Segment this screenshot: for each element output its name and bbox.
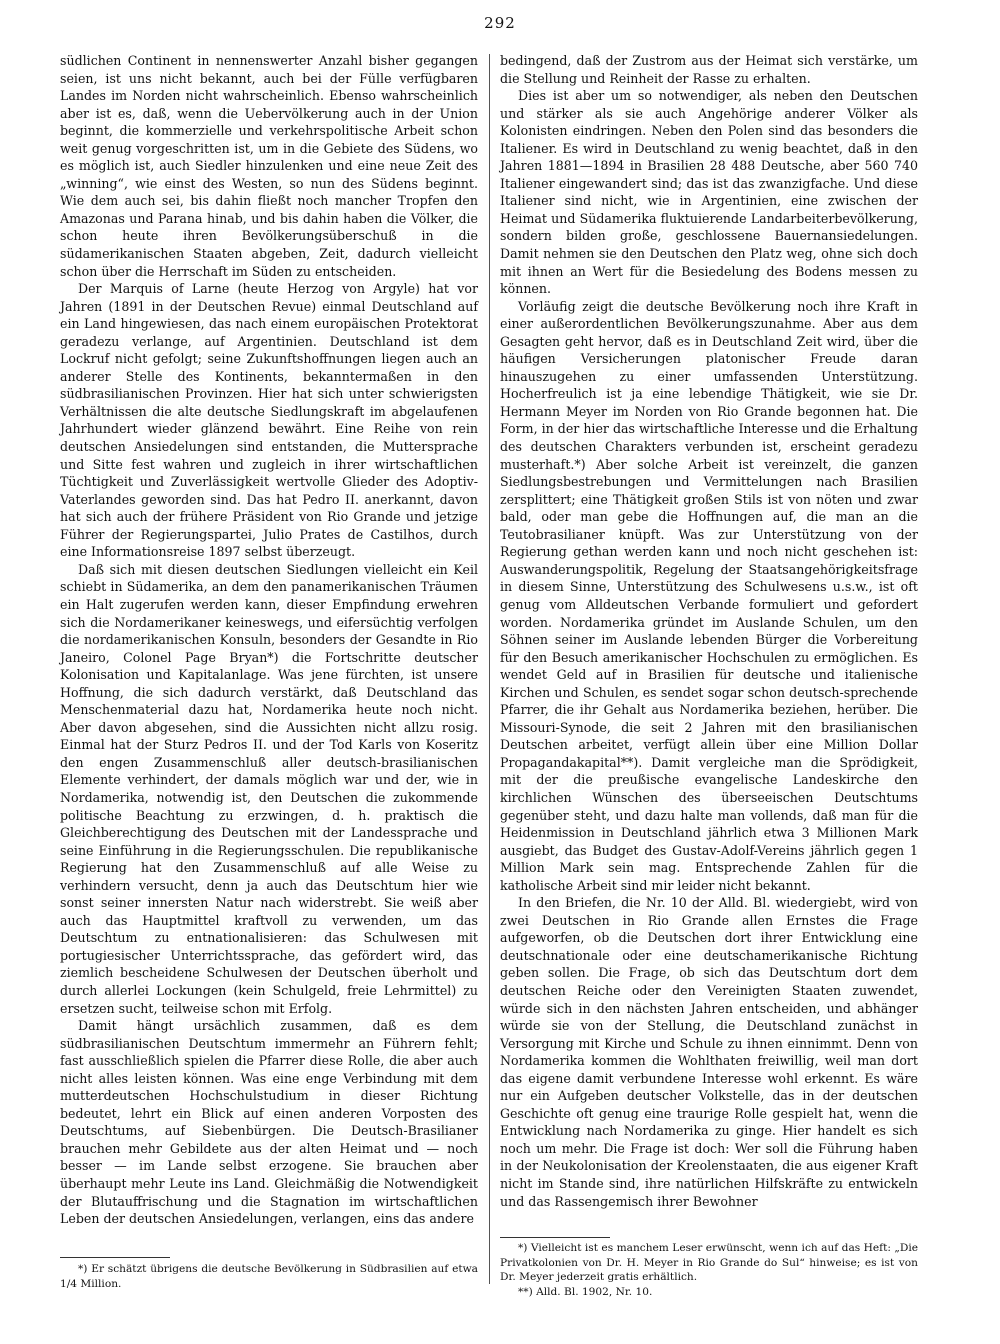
left-column <box>60 52 478 1228</box>
footnotes-right <box>500 1241 918 1299</box>
footnote-rule <box>60 1257 170 1258</box>
column-divider <box>489 54 490 1284</box>
paragraph: südlichen Continent in nennenswerter Anzahl bisher gegangen seien, ist uns nicht bekannt, auch bei der Fülle verfügbaren Landes im Norden nicht wahrscheinlich. Ebenso wahrscheinlich aber ist es, daß, wenn die Uebervölkerung auch in der Union beginnt, die kommerzielle und verkehrspolitische Arbeit schon weit genug vorgeschritten ist, um in die Gebiete des Südens, wo es möglich ist, auch Siedler hinzulenken und eine neue Zeit des „winning“, wie einst des Westen, so nun des Südens beginnt. Wie dem auch sei, bis dahin fließt noch mancher Tropfen den Amazonas und Parana hinab, und bis dahin haben die Völker, die schon heute ihren Bevölkerungsüberschuß in die südamerikanischen Staaten abgeben, Zeit, dadurch vielleicht schon über die Herrschaft im Süden zu entscheiden. <box>60 53 478 279</box>
paragraph: bedingend, daß der Zustrom aus der Heimat sich verstärke, um die Stellung und Reinheit der Rasse zu erhalten. <box>500 53 918 86</box>
paragraph: In den Briefen, die Nr. 10 der Alld. Bl. wiedergiebt, wird von zwei Deutschen in Rio Grande allen Ernstes die Frage aufgeworfen, ob die Deutschen dort ihrer Entwicklung eine deutschnationale oder eine deutschamerikanische Richtung geben sollen. Die Frage, ob sich das Deutschtum dort dem deutschen Reiche oder den Vereinigten Staaten zuwendet, würde sich in den nächsten Jahren entscheiden, und abhänger würde sie von der Stellung, die Deutschland zunächst in Versorgung mit Kirche und Schule zu ihnen einnimmt. Denn von Nordamerika kommen die Wohlthaten freiwillig, weil man dort das eigene damit verbundene Interesse wohl erkennt. Es wäre nur ein Aufgeben deutscher Volkstelle, das in der deutschen Geschichte oft genug eine traurige Rolle gespielt hat, wenn die Entwicklung nach Nordamerika zu ginge. Hier handelt es sich noch um mehr. Die Frage ist doch: Wer soll die Führung haben in der Neukolonisation der Kreolenstaaten, die aus eigener Kraft nicht im Stande sind, ihre natürlichen Hilfskräfte zu entwickeln und das Rassengemisch ihrer Bewohner <box>500 895 918 1209</box>
footnote: *) Er schätzt übrigens die deutsche Bevölkerung in Südbrasilien auf etwa 1/4 Million. <box>60 1263 478 1290</box>
footnotes-left <box>60 1262 478 1291</box>
paragraph: Der Marquis of Larne (heute Herzog von Argyle) hat vor Jahren (1891 in der Deutschen Revue) einmal Deutschland auf ein Land hingewiesen, das nach einem europäischen Protektorat geradezu verlange, auf Argentinien. Deutschland ist dem Lockruf nicht gefolgt; seine Zukunftshoffnungen liegen auch an anderer Stelle des Kontinents, bekanntermaßen in den südbrasilianischen Provinzen. Hier hat sich unter schwierigsten Verhältnissen die alte deutsche Siedlungskraft im abgelaufenen Jahrhundert wieder glänzend bewährt. Eine Reihe von rein deutschen Ansiedelungen sind entstanden, die Muttersprache und Sitte fest wahren und zugleich in ihrer wirtschaftlichen Tüchtigkeit und Zuverlässigkeit wertvolle Glieder des Adoptiv-Vaterlandes geworden sind. Das hat Pedro II. anerkannt, davon hat sich auch der frühere Präsident von Rio Grande und jetzige Führer der Regierungspartei, Julio Prates de Castilhos, durch eine Informationsreise 1897 selbst überzeugt. <box>60 281 478 560</box>
page-number: 292 <box>484 14 516 32</box>
footnote-rule <box>500 1237 610 1238</box>
footnote: *) Vielleicht ist es manchem Leser erwünscht, wenn ich auf das Heft: „Die Privatkolonien von Dr. H. Meyer in Rio Grande do Sul“ hinweise; es ist von Dr. Meyer jederzeit gratis erhältlich. <box>500 1242 918 1283</box>
paragraph: Dies ist aber um so notwendiger, als neben den Deutschen und stärker als sie auch Angehörige anderer Völker als Kolonisten eindringen. Neben den Polen sind das besonders die Italiener. Es wird in Deutschland zu wenig beachtet, daß in den Jahren 1881—1894 in Brasilien 28 488 Deutsche, aber 560 740 Italiener eingewandert sind; das ist das zwanzigfache. Und diese Italiener sind nicht, wie in Argentinien, eine zwischen der Heimat und Südamerika fluktuierende Landarbeiterbevölkerung, sondern bilden große, geschlossene Bauernansiedelungen. Damit nehmen sie den Deutschen den Platz weg, ohne sich doch mit ihnen an Wert für die Besiedelung des Bodens messen zu können. <box>500 88 918 297</box>
paragraph: Vorläufig zeigt die deutsche Bevölkerung noch ihre Kraft in einer außerordentlichen Bevölkerungszunahme. Aber aus dem Gesagten geht hervor, daß es in Deutschland Zeit wird, über die häufigen Versicherungen platonischer Freude daran hinauszugehen zu einer umfassenden Unterstützung. Hocherfreulich ist ja eine lebendige Thätigkeit, wie sie Dr. Hermann Meyer im Norden von Rio Grande begonnen hat. Die Form, in der hier das wirtschaftliche Interesse und die Erhaltung des deutschen Charakters verbunden ist, erscheint geradezu musterhaft.*) Aber solche Arbeit ist vereinzelt, die ganzen Siedlungsbestrebungen und Vermittelungen nach Brasilien zersplittert; eine Thätigkeit großen Stils ist von nöten und zwar bald, oder man gebe die Hoffnungen auf, die man an die Teutobrasilianer knüpft. Was zur Unterstützung von der Regierung gethan werden kann und noch nicht geschehen ist: Auswanderungspolitik, Regelung der Staatsangehörigkeitsfrage in diesem Sinne, Unterstützung des Schulwesens u.s.w., ist oft genug vom Alldeutschen Verbande formuliert und gefordert worden. Nordamerika gründet im Auslande Schulen, um den Söhnen seiner im Auslande lebenden Bürger die Vorbereitung für den Besuch amerikanischer Hochschulen zu ermöglichen. Es wendet Geld auf in Brasilien für deutsche und italienische Kirchen und Schulen, es sendet sogar schon deutsch-sprechende Pfarrer, die ihr Gehalt aus Nordamerika beziehen, herüber. Die Missouri-Synode, die seit 2 Jahren mit den brasilianischen Deutschen arbeitet, verfügt allein über eine Million Dollar Propagandakapital**). Damit vergleiche man die Sprödigkeit, mit der die preußische evangelische Landeskirche den kirchlichen Wünschen des überseeischen Deutschtums gegenüber steht, und dazu halte man vollends, daß man für die Heidenmission in Deutschland jährlich etwa 3 Millionen Mark ausgiebt, das Budget des Gustav-Adolf-Vereins jährlich gegen 1 Million Mark sein mag. Entsprechende Zahlen für die katholische Arbeit sind mir leider nicht bekannt. <box>500 298 918 893</box>
paragraph: Damit hängt ursächlich zusammen, daß es dem südbrasilianischen Deutschtum immermehr an Führern fehlt; fast ausschließlich spielen die Pfarrer diese Rolle, die aber auch nicht alles leisten können. Was eine enge Verbindung mit dem mutterdeutschen Hochschulstudium in dieser Richtung bedeutet, lehrt ein Blick auf einen anderen Vorposten des Deutschtums, auf Siebenbürgen. Die Deutsch-Brasilianer brauchen mehr Gebildete aus der alten Heimat und — noch besser — im Lande selbst erzogene. Sie brauchen aber überhaupt mehr Leute ins Land. Gleichmäßig die Notwendigkeit der Blutauffrischung und die Stagnation im wirtschaftlichen Leben der deutschen Ansiedelungen, verlangen, eins das andere <box>60 1018 478 1227</box>
paragraph: Daß sich mit diesen deutschen Siedlungen vielleicht ein Keil schiebt in Südamerika, an dem den panamerikanischen Träumen ein Halt zugerufen werden kann, dieser Empfindung erwehren sich die Nordamerikaner keineswegs, und eifersüchtig verfolgen die nordamerikanischen Konsuln, besonders der Gesandte in Rio Janeiro, Colonel Page Bryan*) die Fortschritte deutscher Kolonisation und Kapitalanlage. Was jene fürchten, ist unsere Hoffnung, die sich dadurch verstärkt, daß Deutschland das Menschenmaterial dazu hat, Nordamerika heute noch nicht. Aber davon abgesehen, sind die Aussichten nicht allzu rosig. Einmal hat der Sturz Pedros II. und der Tod Karls von Koseritz den engen Zusammenschluß aller deutsch-brasilianischen Elemente verhindert, der damals möglich war und der, wie in Nordamerika, notwendig ist, den Deutschen die zukommende politische Beachtung zu erzwingen, d. h. praktisch die Gleichberechtigung des Deutschen mit der Landessprache und seine Einführung in die Regierungsschulen. Die republikanische Regierung hat den Zusammenschluß auf alle Weise zu verhindern versucht, denn ja auch das Deutschtum hier wie sonst seiner innersten Natur nach widerstrebt. Sie weiß aber auch das Hauptmittel kraftvoll zu verwenden, um das Deutschtum zu entnationalisieren: das Schulwesen mit portugiesischer Unterrichtssprache, das gefördert wird, das ziemlich bescheidene Schulwesen der Deutschen überholt und durch allerlei Lockungen (kein Schulgeld, freie Lehrmittel) zu ersetzen sucht, teilweise schon mit Erfolg. <box>60 561 478 1016</box>
footnote: **) Alld. Bl. 1902, Nr. 10. <box>518 1285 653 1298</box>
right-column <box>500 52 918 1210</box>
